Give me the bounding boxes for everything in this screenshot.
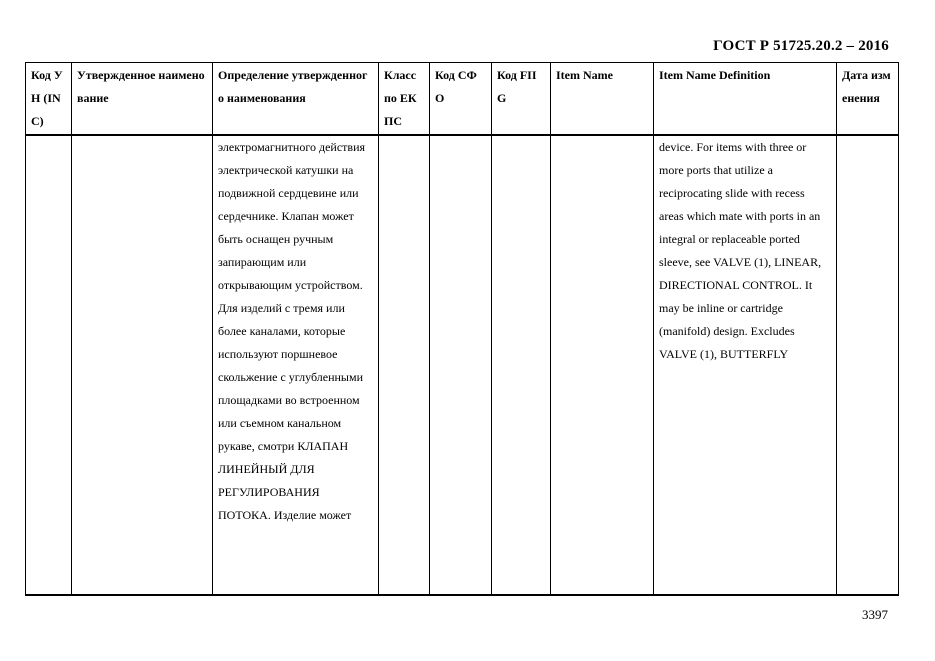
header-sfo-code: Код СФО	[430, 63, 492, 136]
header-item-name: Item Name	[551, 63, 654, 136]
cell-sfo-code	[430, 135, 492, 595]
cell-definition-ru	[213, 135, 379, 595]
header-inc: Код УН (INC)	[26, 63, 72, 136]
item-name-table	[25, 62, 899, 596]
item-name-definition-text: device. For items with three or more ports that utilize a reciprocating slide with recess areas which mate with ports in an integral or replaceable ported sleeve, see VALVE (1), LINEAR, DIRECTIONAL CONTROL. It may be inline or cartridge (manifold) design. Excludes VALVE (1), BUTTERFLY	[659, 140, 822, 361]
header-ekps-class: Класс по ЕКПС	[379, 63, 430, 136]
document-standard-code: ГОСТ Р 51725.20.2 – 2016	[713, 38, 889, 54]
header-definition-ru: Определение утвержденного наименования	[213, 63, 379, 136]
cell-approved-name	[72, 135, 213, 595]
table-row	[26, 135, 899, 595]
page-number: 3397	[862, 607, 888, 622]
cell-fiig-code	[492, 135, 551, 595]
definition-ru-text: электромагнитного действия электрической катушки на подвижной сердцевине или сердечнике. Клапан может быть оснащен ручным запирающим или открывающим устройством. Для изделий с тремя или более каналами, которые используют поршневое скольжение с углубленными площадками во встроенном или съемном канальном рукаве, смотри КЛАПАН ЛИНЕЙНЫЙ ДЛЯ РЕГУЛИРОВАНИЯ ПОТОКА. Изделие может	[218, 140, 366, 522]
cell-change-date	[837, 135, 899, 595]
header-approved-name: Утвержденное наименование	[72, 63, 213, 136]
header-item-name-definition: Item Name Definition	[654, 63, 837, 136]
cell-inc	[26, 135, 72, 595]
cell-ekps-class	[379, 135, 430, 595]
header-change-date: Дата изменения	[837, 63, 899, 136]
cell-item-name-definition	[654, 135, 837, 595]
table-header-row	[26, 63, 899, 136]
cell-item-name	[551, 135, 654, 595]
header-fiig-code: Код FIIG	[492, 63, 551, 136]
